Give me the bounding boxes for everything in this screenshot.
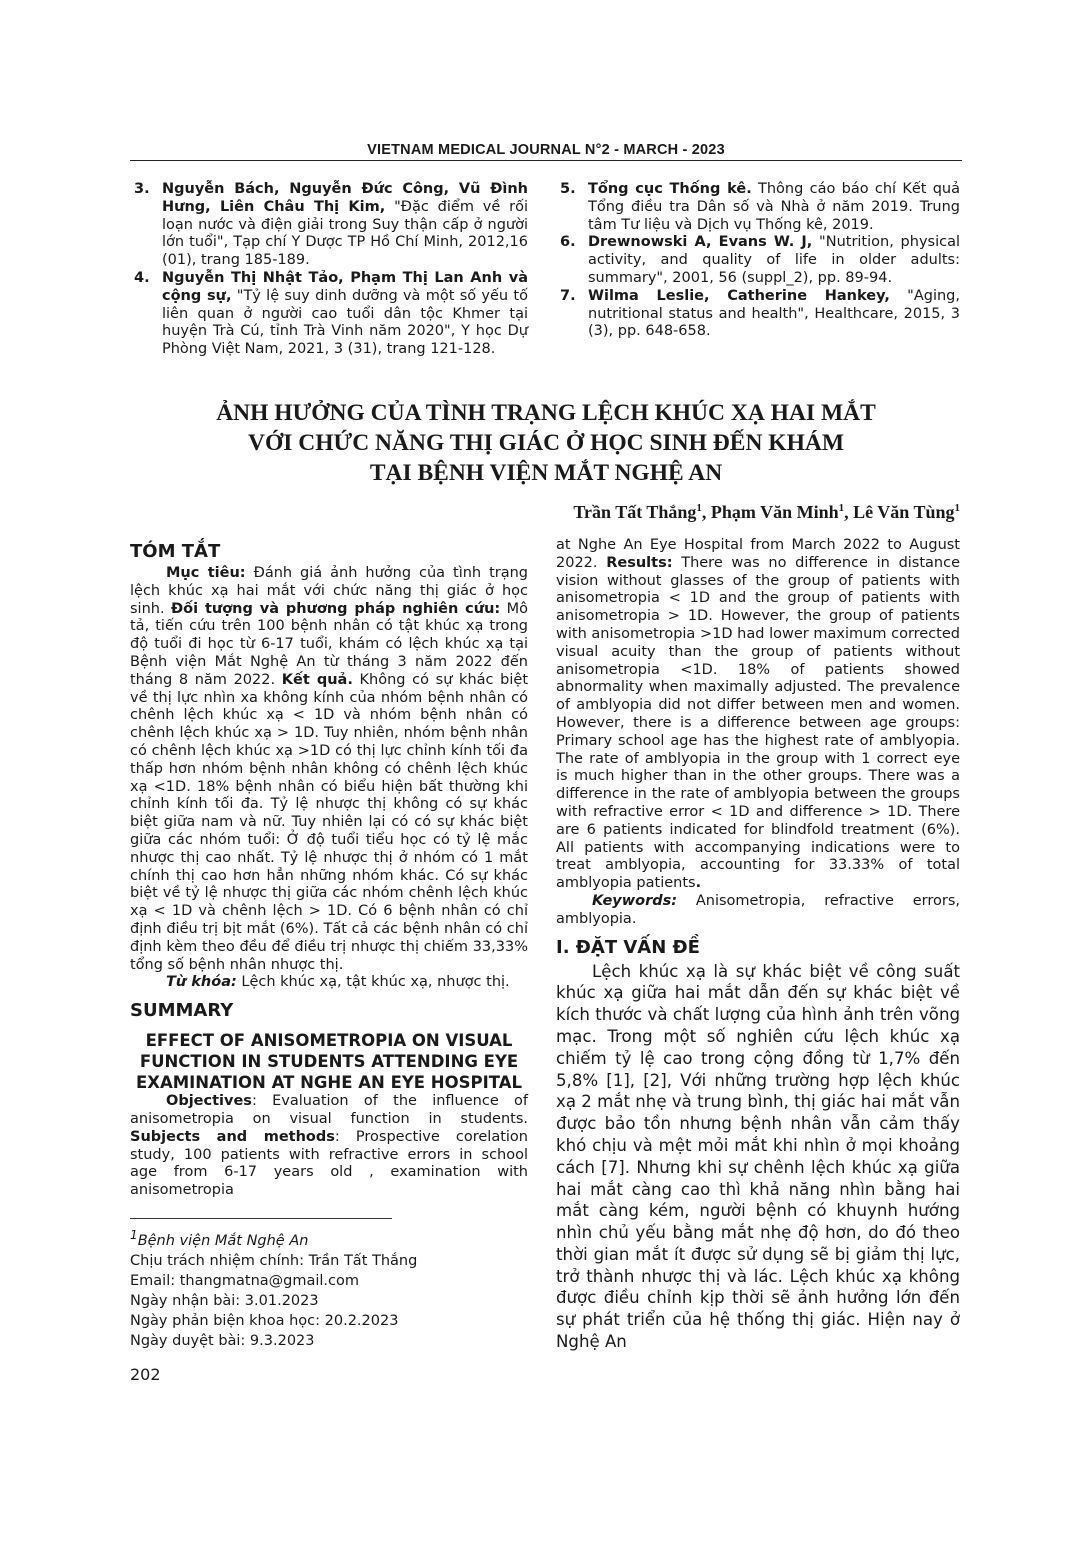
footnote-affiliation: $^1$Bệnh viện Mắt Nghệ An — [130, 1227, 309, 1249]
objective-label: Mục tiêu: — [166, 565, 246, 581]
reference-authors: Nguyễn Thị Nhật Tảo, Phạm Thị Lan Anh và cộng sự, — [162, 269, 528, 304]
article-title-line: TẠI BỆNH VIỆN MẮT NGHỆ AN — [369, 460, 723, 486]
author-name: Trần Tất Thắng — [573, 502, 697, 522]
keywords-vi-label: Từ khóa: — [166, 974, 237, 991]
author-affiliation-marker: 1 — [838, 502, 845, 514]
reference-body: "Đặc điểm về rối loạn nước và điện giải trong Suy thận cấp ở người lớn tuổi", Tạp chí Y Dược TP Hồ Chí Minh, 2012,16 (01), trang 185-189. — [162, 198, 528, 269]
author-name: Phạm Văn Minh — [710, 502, 839, 522]
results-label: Kết quả. — [281, 671, 353, 688]
footnote-rule — [130, 1218, 392, 1219]
article-title — [130, 398, 962, 488]
reference-authors: Wilma Leslie, Catherine Hankey, — [588, 287, 890, 304]
abstract-vi-body: Mục tiêu: Đánh giá ảnh hưởng của tình trạng lệch khúc xạ hai mắt với chức năng thị giác ở học sinh. Đối tượng và phương pháp nghiên cứu: Mô tả, tiến cứu trên 100 bệnh nhân có tật khúc xạ trong độ tuổi đi học từ 6-17 tuổi, khám có lệch khúc xạ tại Bệnh viện Mắt Nghệ An từ tháng 3 năm 2022 đến tháng 8 năm 2022. Kết quả. Không có sự khác biệt về thị lực nhìn xa không kính của nhóm bệnh nhân có chênh lệch khúc xạ < 1D và nhóm bệnh nhân có chênh lệch khúc xạ > 1D. Tuy nhiên, nhóm bệnh nhân có chênh lệch khúc xạ >1D có thị lực chỉnh kính tối đa thấp hơn nhóm bệnh nhân không có chênh lệch khúc xạ <1D. 18% bệnh nhân có biểu hiện bất thường khi chỉnh kính tối đa. Tỷ lệ nhược thị không có sự khác biệt giữa nam và nữ. Tuy nhiên lại có có sự khác biệt giữa các nhóm tuổi: Ở độ tuổi tiểu học có tỷ lệ mắc nhược thị cao nhất. Tỷ lệ nhược thị ở nhóm có 1 mắt chính thị cao hơn hẳn những nhóm khác. Có sự khác biệt về tỷ lệ nhược thị giữa các nhóm chênh lệch khúc xạ < 1D và chênh lệch > 1D. Có 6 bệnh nhân có chỉ định điều trị bịt mắt (6%). Tất cả các bệnh nhân có chỉ định kèm theo đều để điều trị nhược thị chiếm 33,33% tổng số bệnh nhân nhược thị. — [130, 565, 529, 973]
keywords-en-label: Keywords: — [592, 892, 678, 909]
reference-body: "Aging, nutritional status and health", Healthcare, 2015, 3 (3), pp. 648-658. — [588, 287, 960, 340]
author-affiliation-marker: 1 — [954, 502, 960, 514]
reference-7 — [556, 288, 960, 341]
methods-label: Đối tượng và phương pháp nghiên cứu: — [171, 600, 501, 617]
reference-number: 5. — [560, 181, 576, 197]
introduction-heading: I. ĐẶT VẤN ĐỀ — [556, 936, 700, 958]
references-right — [556, 181, 960, 341]
reference-number: 3. — [134, 181, 150, 197]
reference-number: 7. — [560, 287, 576, 304]
abstract-en-body-start: Objectives: Evaluation of the influence of anisometropia on visual function in students. Subjects and methods: Prospective corelation study, 100 patients with refractive errors in school age from 6-17 years old , examination with anisometropia — [130, 1093, 528, 1199]
article-title-line: ẢNH HƯỞNG CỦA TÌNH TRẠNG LỆCH KHÚC XẠ HAI MẮT — [216, 400, 876, 426]
abstract-vi-heading: TÓM TẮT — [130, 541, 221, 562]
author-line: Trần Tất Thắng$^1$, Phạm Văn Minh$^1$, Lê Văn Tùng$^1$ — [573, 502, 960, 522]
reference-authors: Tổng cục Thống kê. — [588, 181, 752, 197]
reference-body: Thông cáo báo chí Kết quả Tổng điều tra Dân số và Nhà ở năm 2019. Trung tâm Tư liệu và Dịch vụ Thống kê, 2019. — [588, 181, 961, 233]
reference-authors: Drewnowski A, Evans W. J, — [588, 234, 813, 251]
objectives-label: Objectives — [166, 1093, 252, 1110]
abstract-en-body-continued: at Nghe An Eye Hospital from March 2022 to August 2022. Results: There was no difference in distance vision without glasses of the group of patients with anisometropia < 1D and the group of patients with anisometropia > 1D. However, the group of patients with anisometropia >1D had lower maximum corrected visual acuity than the group of patients without anisometropia <1D. 18% of patients showed abnormality when maximally adjusted. The prevalence of amblyopia did not differ between men and women. However, there is a difference between age groups: Primary school age has the highest rate of amblyopia. The rate of amblyopia in the group with 1 correct eye is much higher than in the other groups. There was a difference in the rate of amblyopia between the groups with refractive error < 1D and difference > 1D. There are 6 patients indicated for blindfold treatment (6%). All patients with accompanying indications were to treat amblyopia, accounting for 33.33% of total amblyopia patients. — [556, 537, 961, 892]
right-column — [556, 537, 960, 1353]
left-column — [130, 541, 528, 1351]
keywords-en: Keywords: Anisometropia, refractive errors, amblyopia. — [556, 892, 960, 927]
reference-5 — [556, 181, 960, 234]
page-number: 202 — [130, 1365, 161, 1384]
running-header: VIETNAM MEDICAL JOURNAL N°2 - MARCH - 2023 — [367, 142, 725, 158]
footnote-email: Email: thangmatna@gmail.com — [130, 1272, 359, 1289]
footnote-responsible: Chịu trách nhiệm chính: Trần Tất Thắng — [130, 1252, 418, 1269]
results-en-label: Results: — [606, 554, 673, 571]
english-title: EFFECT OF ANISOMETROPIA ON VISUAL FUNCTION IN STUDENTS ATTENDING EYE EXAMINATION AT NGHE AN EYE HOSPITAL — [135, 1031, 523, 1093]
reference-authors: Nguyễn Bách, Nguyễn Đức Công, Vũ Đình Hưng, Liên Châu Thị Kim, — [162, 181, 528, 215]
footnote-received: Ngày nhận bài: 3.01.2023 — [130, 1292, 319, 1309]
footnote-accepted: Ngày duyệt bài: 9.3.2023 — [130, 1332, 315, 1349]
introduction-body: Lệch khúc xạ là sự khác biệt về công suất khúc xạ giữa hai mắt dẫn đến sự khác biệt về kích thước và chất lượng của hình ảnh trên võng mạc. Trong một số nghiên cứu lệch khúc xạ chiếm tỷ lệ cao trong cộng đồng từ 1,7% đến 5,8% [1], [2], Với những trường hợp lệch khúc xạ 2 mắt nhẹ và trung bình, thị giác hai mắt vẫn được bảo tồn nhưng bệnh nhân vẫn cảm thấy khó chịu và mệt mỏi mắt khi nhìn ở mọi khoảng cách [7]. Nhưng khi sự chênh lệch khúc xạ giữa hai mắt càng cao thì khả năng nhìn bằng hai mắt càng kém, người bệnh có khuynh hướng nhìn chủ yếu bằng mắt nhẹ độ hơn, do đó theo thời gian mắt ít được sử dụng sẽ bị giảm thị lực, trở thành nhược thị và lác. Lệch khúc xạ không được điều chỉnh kịp thời sẽ ảnh hưởng lớn đến sự phát triển của hệ thống thị giác. Hiện nay ở Nghệ An — [556, 961, 960, 1352]
reference-body: "Nutrition, physical activity, and quality of life in older adults: summary", 2001, 56 (suppl_2), pp. 89-94. — [588, 234, 960, 286]
summary-heading: SUMMARY — [130, 1000, 234, 1022]
references-left — [130, 181, 528, 359]
article-title-line: VỚI CHỨC NĂNG THỊ GIÁC Ở HỌC SINH ĐẾN KHÁM — [247, 430, 845, 456]
footnotes — [130, 1225, 528, 1351]
footnote-reviewed: Ngày phản biện khoa học: 20.2.2023 — [130, 1312, 399, 1329]
author-name: Lê Văn Tùng — [853, 502, 955, 522]
reference-4 — [130, 270, 528, 359]
subjects-methods-label: Subjects and methods — [130, 1128, 335, 1145]
header-rule — [130, 160, 962, 161]
keywords-vi: Từ khóa: Lệch khúc xạ, tật khúc xạ, nhược thị. — [166, 974, 510, 991]
reference-number: 6. — [560, 234, 576, 251]
reference-3 — [130, 181, 528, 270]
reference-body: "Tỷ lệ suy dinh dưỡng và một số yếu tố liên quan ở người cao tuổi dân tộc Khmer tại huyện Trà Cú, tỉnh Trà Vinh năm 2020", Y học Dự Phòng Việt Nam, 2021, 3 (31), trang 121-128. — [162, 287, 528, 358]
reference-number: 4. — [134, 269, 150, 286]
reference-6 — [556, 234, 960, 287]
author-affiliation-marker: 1 — [696, 502, 702, 514]
